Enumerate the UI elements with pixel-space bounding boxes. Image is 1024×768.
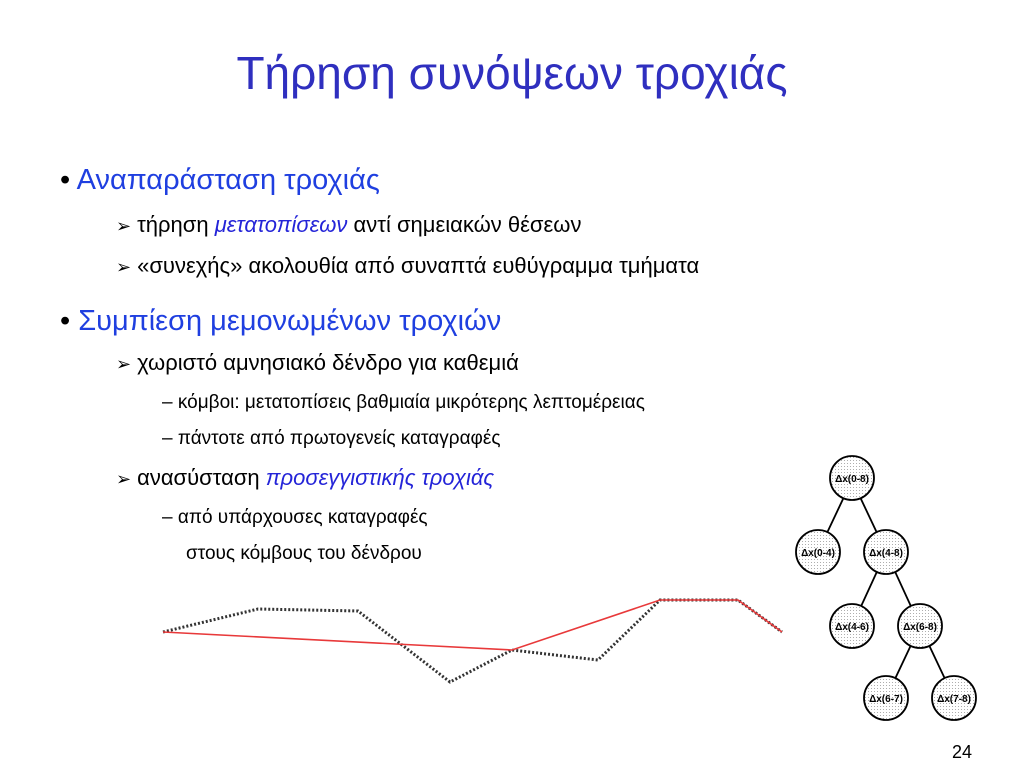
arrow-bullet-icon: ➢	[116, 216, 132, 236]
slide-title: Τήρηση συνόψεων τροχιάς	[236, 47, 788, 99]
section-heading-label: Αναπαράσταση τροχιάς	[76, 164, 380, 196]
item-text: χωριστό αμνησιακό δένδρο για καθεμιά	[137, 350, 519, 375]
sub-list-item-continuation: στους κόμβους του δένδρου	[186, 543, 422, 564]
item-text: «συνεχής» ακολουθία από συναπτά ευθύγραμμα τμήματα	[137, 253, 700, 278]
tree-node-label: Δx(4-6)	[835, 622, 869, 633]
tree-node-6-8	[898, 604, 942, 648]
dash-bullet: –	[162, 392, 173, 413]
tree-node-label: Δx(0-4)	[801, 548, 835, 559]
tree-node-6-7	[864, 676, 908, 720]
tree-node-label: Δx(7-8)	[937, 694, 971, 705]
sub-item-text: κόμβοι: μετατοπίσεις βαθμιαία μικρότερης λεπτομέρειας	[177, 392, 645, 413]
page-number: 24	[951, 742, 972, 762]
dash-bullet: –	[162, 507, 173, 528]
tree-node-4-6	[830, 604, 874, 648]
tree-node-0-8	[830, 456, 874, 500]
arrow-bullet-icon: ➢	[116, 257, 132, 277]
tree-node-label: Δx(6-7)	[869, 694, 903, 705]
item-emphasis: προσεγγιστικής τροχιάς	[265, 465, 495, 490]
item-text: τήρηση	[137, 212, 215, 237]
tree-node-4-8	[864, 530, 908, 574]
item-emphasis: μετατοπίσεων	[214, 212, 348, 237]
sub-item-text: πάντοτε από πρωτογενείς καταγραφές	[177, 428, 501, 449]
arrow-bullet-icon: ➢	[116, 354, 132, 374]
bullet-icon: •	[60, 164, 71, 196]
item-text-after: αντί σημειακών θέσεων	[347, 212, 582, 237]
item-text: ανασύσταση	[137, 465, 266, 490]
tree-node-label: Δx(0-8)	[835, 474, 869, 485]
dash-bullet: –	[162, 428, 173, 449]
tree-node-7-8	[932, 676, 976, 720]
raw-trajectory-line	[163, 600, 782, 682]
section-heading-label: Συμπίεση μεμονωμένων τροχιών	[78, 305, 502, 337]
bullet-icon: •	[60, 305, 71, 337]
tree-node-label: Δx(6-8)	[903, 622, 937, 633]
arrow-bullet-icon: ➢	[116, 469, 132, 489]
tree-node-label: Δx(4-8)	[869, 548, 903, 559]
sub-item-text: από υπάρχουσες καταγραφές	[177, 507, 428, 528]
tree-node-0-4	[796, 530, 840, 574]
approximate-trajectory-line	[163, 600, 782, 650]
tree-edges	[818, 480, 954, 698]
